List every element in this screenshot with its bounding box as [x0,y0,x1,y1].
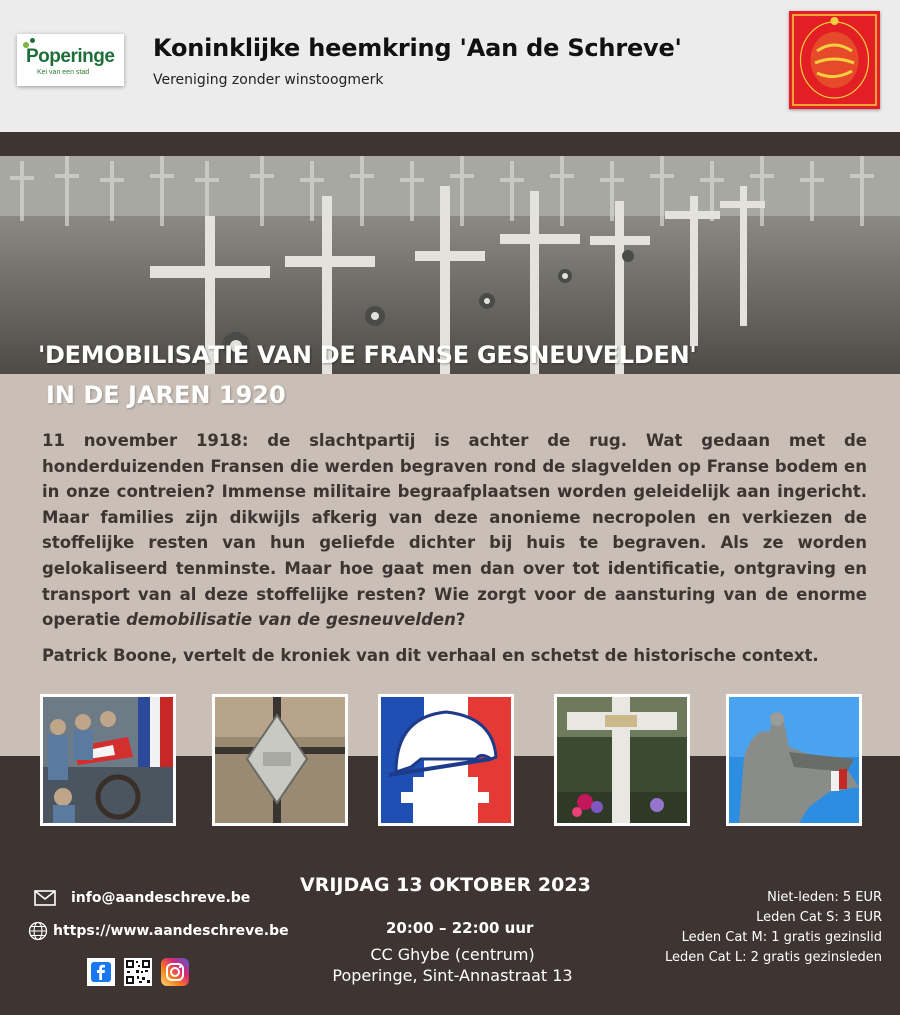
description-emphasis: demobilisatie van de gesneuvelden [126,610,456,630]
price-item: Niet-leden: 5 EUR [767,890,882,905]
event-venue [300,944,605,986]
email-contact [34,890,250,906]
price-item: Leden Cat M: 1 gratis gezinslid [681,930,882,945]
page-title: Koninklijke heemkring 'Aan de Schreve' [153,34,682,62]
poperinge-logo [17,34,124,86]
aan-de-schreve-seal [789,11,880,109]
description-text: 11 november 1918: de slachtpartij is achter de rug. Wat gedaan met de honderduizenden Fransen die werden begraven rond de slagvelden op Franse bodem en in onze contreien? Immense militaire begraafplaatsen worden geleidelijk aan ingericht. Maar families zijn dikwijls afkerig van deze anonieme necropolen en verkiezen de stoffelijke resten van hun geliefde dichter bij huis te begraven. Als ze worden gelokaliseerd tenminste. Maar hoe gaat men dan over tot identificatie, ontgraving en transport van al deze stoffelijke resten? Wie zorgt voor de aansturing van de enorme operatie [42,431,867,630]
envelope-icon [34,890,56,906]
logo-dot [30,38,35,43]
white-cross-grave-photo [554,694,690,826]
qr-code-icon[interactable] [124,958,152,986]
author-line: Patrick Boone, vertelt de kroniek van dit verhaal en schetst de historische context. [42,646,819,665]
price-item: Leden Cat L: 2 gratis gezinsleden [664,950,882,965]
globe-icon [28,921,48,941]
header [0,0,900,132]
event-time: 20:00 – 22:00 uur [386,919,534,937]
seal-graphic [789,11,880,109]
event-description [42,428,867,633]
divider-bar [0,132,900,156]
website-contact [28,921,289,941]
facebook-icon[interactable] [87,958,115,986]
venue-address: Poperinge, Sint-Annastraat 13 [332,966,573,985]
description-end: ? [455,610,466,630]
logo-tagline: Kei van een stad [37,69,90,76]
price-item: Leden Cat S: 3 EUR [756,910,882,925]
email-link[interactable]: info@aandeschreve.be [71,890,251,906]
website-link[interactable]: https://www.aandeschreve.be [53,923,289,939]
event-title-line2: IN DE JAREN 1920 [46,381,286,409]
price-list [665,888,882,968]
instagram-icon[interactable] [161,958,189,986]
event-date: VRIJDAG 13 OKTOBER 2023 [300,874,591,896]
logo-word: Poperinge [26,46,115,67]
venue-name: CC Ghybe (centrum) [370,945,535,964]
soldiers-flag-procession-photo [40,694,176,826]
helmet-tricolour-logo [378,694,514,826]
monument-statue-photo [726,694,862,826]
event-title-line1: 'DEMOBILISATIE VAN DE FRANSE GESNEUVELDEN' [38,341,697,369]
page-subtitle: Vereniging zonder winstoogmerk [153,72,384,88]
grave-marker-plate-photo [212,694,348,826]
